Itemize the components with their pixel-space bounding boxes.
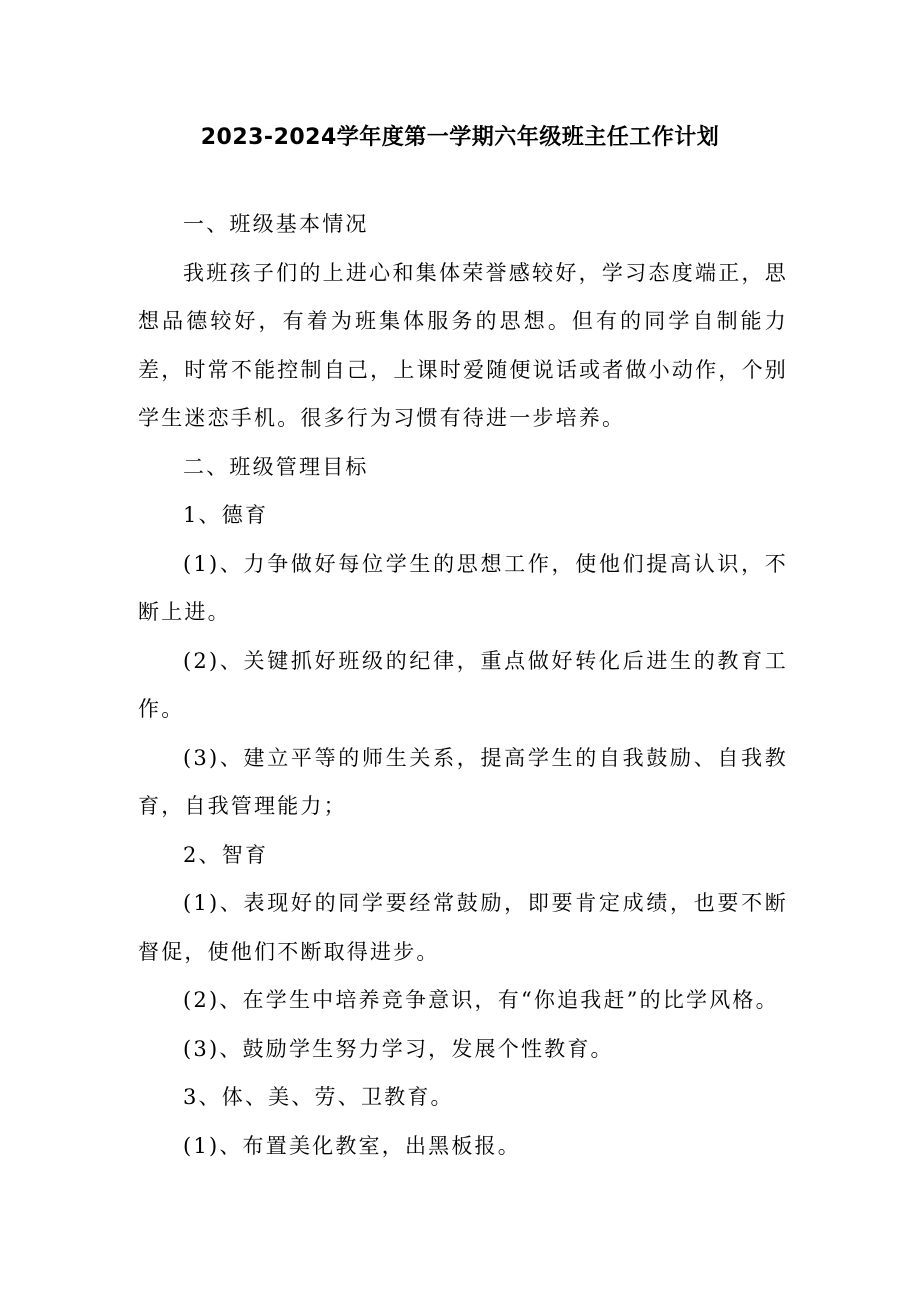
- list-item-intellectual-1: (1)、表现好的同学要经常鼓励，即要肯定成绩，也要不断督促，使他们不断取得进步。: [138, 891, 788, 964]
- list-item-moral-2: (2)、关键抓好班级的纪律，重点做好转化后进生的教育工作。: [138, 648, 788, 721]
- paragraph-class-situation: 我班孩子们的上进心和集体荣誉感较好，学习态度端正，思想品德较好，有着为班集体服务的思想。但有的同学自制能力差，时常不能控制自己，上课时爱随便说话或者做小动作，个别学生迷恋手机。很多行为习惯有待进一步培养。: [138, 260, 788, 430]
- list-item-intellectual-3: (3)、鼓励学生努力学习，发展个性教育。: [183, 1036, 614, 1061]
- document-title: 2023-2024学年度第一学期六年级班主任工作计划: [200, 125, 720, 150]
- list-item-intellectual-2: (2)、在学生中培养竞争意识，有“你追我赶”的比学风格。: [183, 988, 779, 1012]
- subheading-intellectual-education: 2、智育: [183, 842, 269, 867]
- section-heading-class-situation: 一、班级基本情况: [183, 212, 369, 236]
- list-item-moral-1: (1)、力争做好每位学生的思想工作，使他们提高认识，不断上进。: [138, 551, 788, 624]
- list-item-pal-1: (1)、布置美化教室，出黑板报。: [183, 1133, 521, 1158]
- subheading-physical-aesthetic-labor-hygiene: 3、体、美、劳、卫教育。: [183, 1085, 454, 1109]
- list-item-moral-3: (3)、建立平等的师生关系，提高学生的自我鼓励、自我教育，自我管理能力；: [138, 745, 788, 818]
- document-body: [138, 200, 788, 1170]
- section-heading-management-goals: 二、班级管理目标: [183, 454, 369, 479]
- subheading-moral-education: 1、德育: [183, 503, 269, 527]
